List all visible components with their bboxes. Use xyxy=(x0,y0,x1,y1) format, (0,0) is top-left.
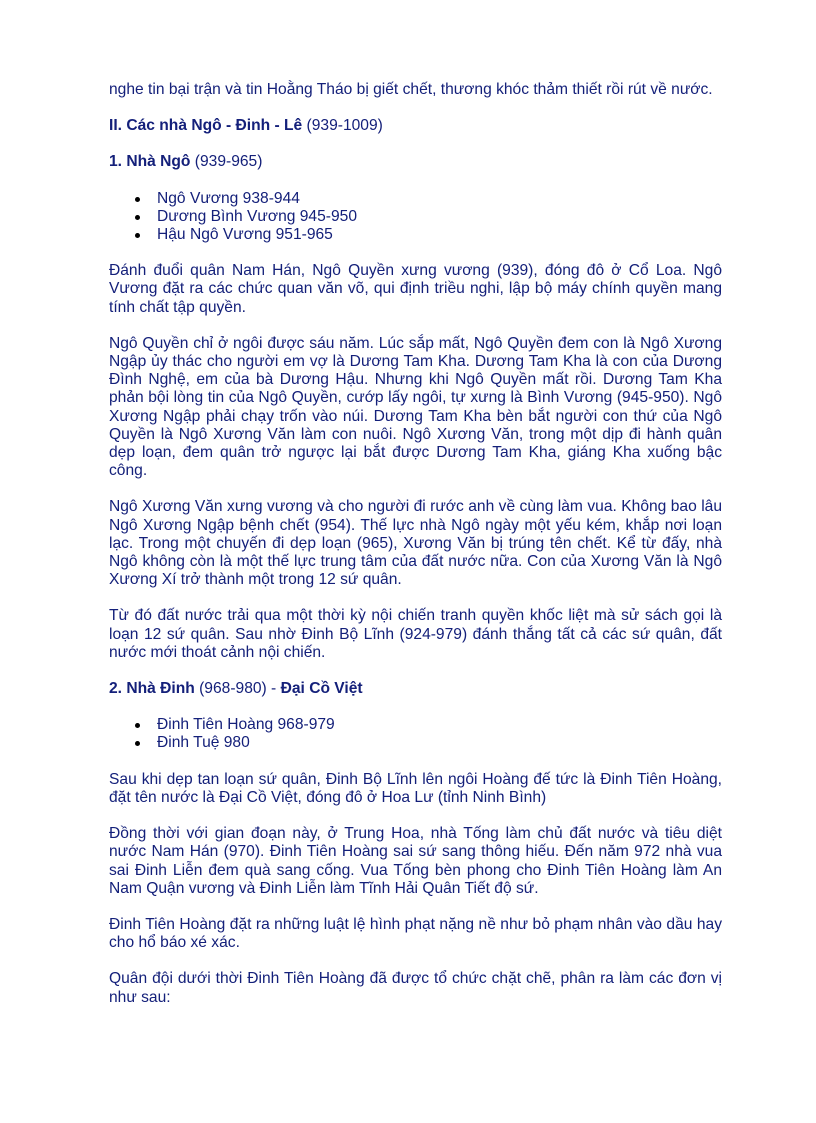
subheading-nha-ngo-years: (939-965) xyxy=(190,153,263,171)
subheading-nha-ngo xyxy=(109,153,722,171)
list-item: Dương Bình Vương 945-950 xyxy=(157,208,722,226)
section-heading-title: II. Các nhà Ngô - Đinh - Lê xyxy=(109,117,303,135)
document-page xyxy=(109,81,722,1025)
subheading-nha-ngo-title: 1. Nhà Ngô xyxy=(109,153,191,171)
paragraph-dinh-tien-hoang-founding: Sau khi dẹp tan loạn sứ quân, Đinh Bộ Lĩnh lên ngôi Hoàng đế tức là Đinh Tiên Hoàng, đặt tên nước là Đại Cồ Việt, đóng đô ở Hoa Lư (tỉnh Ninh Bình) xyxy=(109,770,722,806)
paragraph-song-relations: Đồng thời với gian đoạn này, ở Trung Hoa, nhà Tống làm chủ đất nước và tiêu diệt nước Nam Hán (970). Đinh Tiên Hoàng sai sứ sang thông hiếu. Đến năm 972 nhà vua sai Đinh Liễn đem quà sang cống. Vua Tống bèn phong cho Đinh Tiên Hoàng làm An Nam Quận vương và Đinh Liễn làm Tĩnh Hải Quân Tiết độ sứ. xyxy=(109,825,722,897)
section-heading-ngo-dinh-le xyxy=(109,117,722,135)
list-item: Đinh Tuệ 980 xyxy=(157,734,722,752)
list-item: Đinh Tiên Hoàng 968-979 xyxy=(157,716,722,734)
subheading-nha-dinh-title: 2. Nhà Đinh xyxy=(109,680,195,698)
list-item: Ngô Vương 938-944 xyxy=(157,190,722,208)
dinh-kings-list xyxy=(109,716,722,752)
paragraph-laws: Đinh Tiên Hoàng đặt ra những luật lệ hình phạt nặng nề như bỏ phạm nhân vào dầu hay cho hổ báo xé xác. xyxy=(109,915,722,952)
list-item: Hậu Ngô Vương 951-965 xyxy=(157,226,722,244)
subheading-nha-dinh-country: Đại Cồ Việt xyxy=(280,680,363,698)
paragraph-intro: nghe tin bại trận và tin Hoằng Tháo bị giết chết, thương khóc thảm thiết rồi rút về nước. xyxy=(109,81,713,98)
paragraph-army: Quân đội dưới thời Đinh Tiên Hoàng đã được tổ chức chặt chẽ, phân ra làm các đơn vị như sau: xyxy=(109,970,722,1006)
section-heading-years: (939-1009) xyxy=(302,117,383,135)
paragraph-ngo-quyen-succession: Ngô Quyền chỉ ở ngôi được sáu năm. Lúc sắp mất, Ngô Quyền đem con là Ngô Xương Ngập ủy thác cho người em vợ là Dương Tam Kha. Dương Tam Kha là con của Dương Đình Nghệ, em của bà Dương Hậu. Nhưng khi Ngô Quyền mất rồi. Dương Tam Kha phản bội lòng tin của Ngô Quyền, cướp lấy ngôi, tự xưng là Bình Vương (945-950). Ngô Xương Ngập phải chạy trốn vào núi. Dương Tam Kha bèn bắt người con thứ của Ngô Quyền là Ngô Xương Văn làm con nuôi. Ngô Xương Văn, trong một dịp đi hành quân dẹp loạn, đem quân trở ngược lại bắt được Dương Tam Kha, giáng Kha xuống bậc công. xyxy=(109,334,722,480)
paragraph-12-su-quan: Từ đó đất nước trải qua một thời kỳ nội chiến tranh quyền khốc liệt mà sử sách gọi là loạn 12 sứ quân. Sau nhờ Đinh Bộ Lĩnh (924-979) đánh thắng tất cả các sứ quân, đất nước mới thoát cảnh nội chiến. xyxy=(109,607,722,661)
subheading-nha-dinh xyxy=(109,680,722,698)
subheading-nha-dinh-years: (968-980) - xyxy=(194,680,281,698)
ngo-kings-list xyxy=(109,190,722,245)
paragraph-ngo-quyen-founding: Đánh đuổi quân Nam Hán, Ngô Quyền xưng vương (939), đóng đô ở Cổ Loa. Ngô Vương đặt ra các chức quan văn võ, qui định triều nghi, lập bộ máy chính quyền mang tính chất tập quyền. xyxy=(109,262,722,316)
paragraph-ngo-xuong-van: Ngô Xương Văn xưng vương và cho người đi rước anh về cùng làm vua. Không bao lâu Ngô Xương Ngập bệnh chết (954). Thế lực nhà Ngô ngày một yếu kém, khắp nơi loạn lạc. Trong một chuyến đi dẹp loạn (965), Xương Văn bị trúng tên chết. Kể từ đấy, nhà Ngô không còn là một thế lực trung tâm của đất nước nữa. Con của Xương Văn là Ngô Xương Xí trở thành một trong 12 sứ quân. xyxy=(109,498,722,589)
